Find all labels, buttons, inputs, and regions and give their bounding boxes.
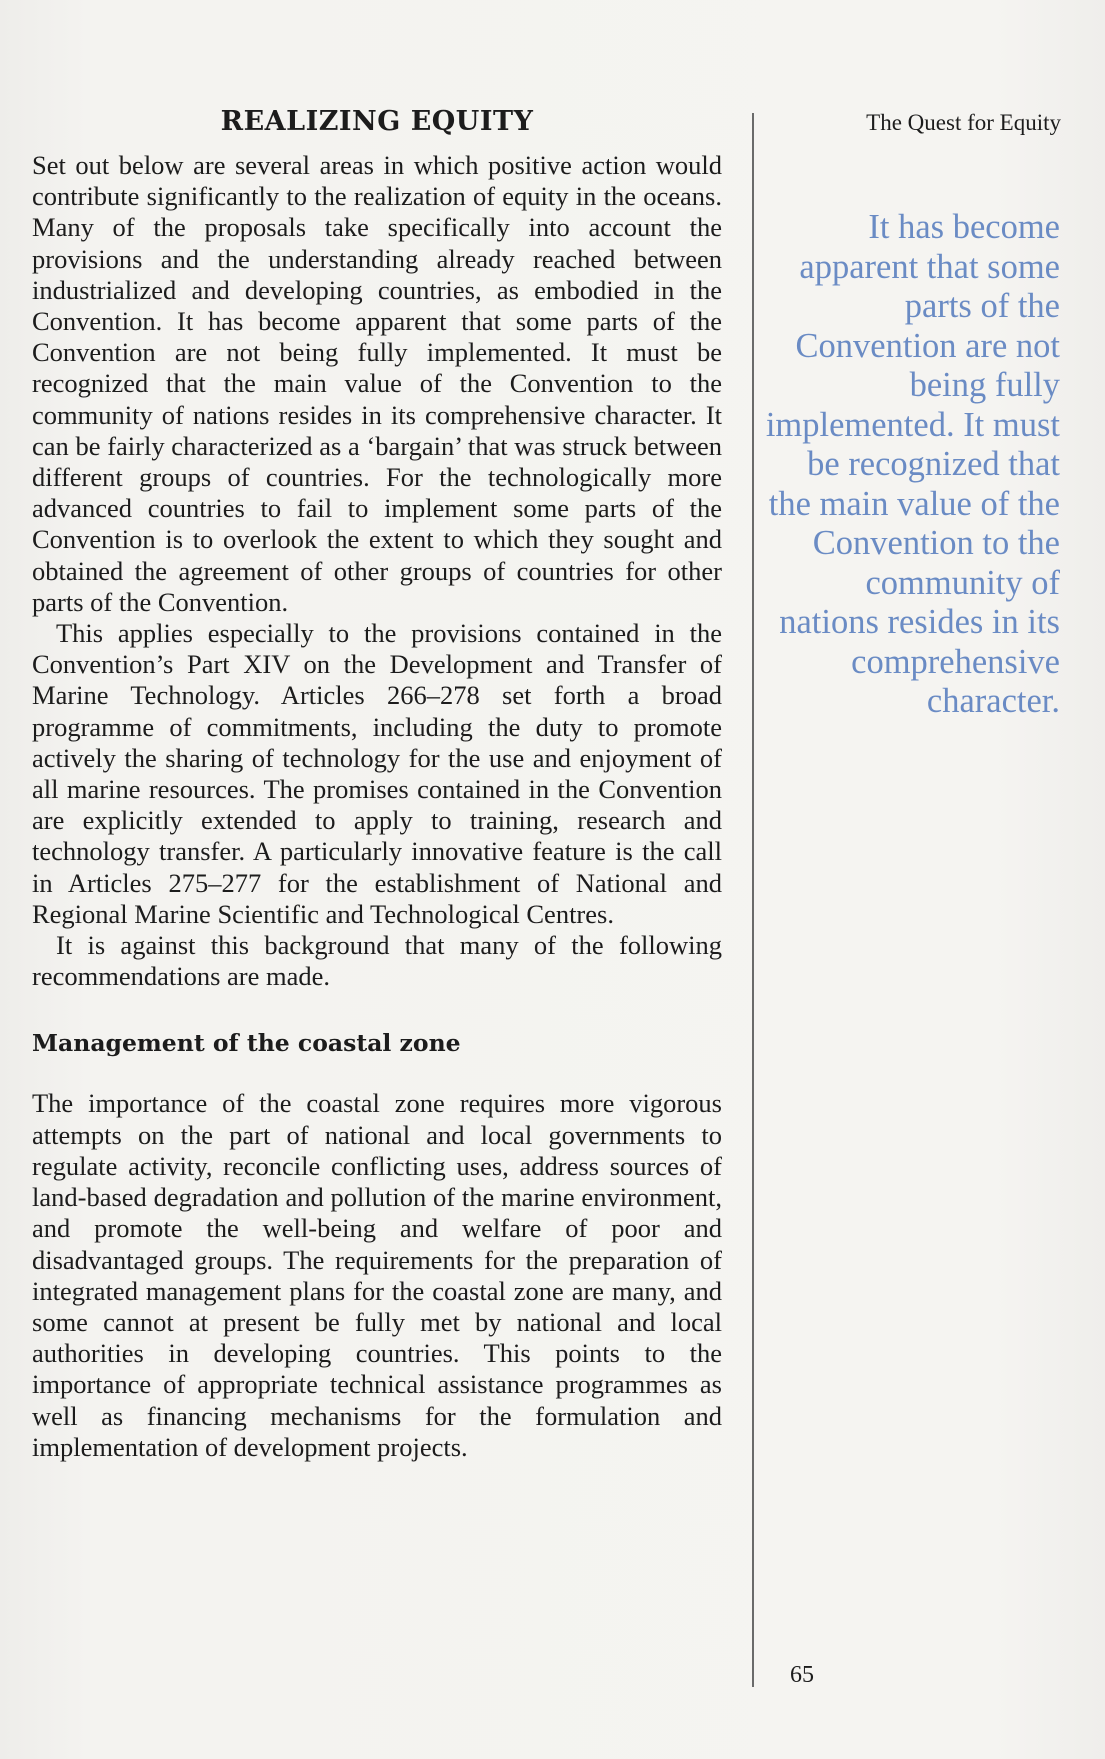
- subsection-heading: Management of the coastal zone: [32, 1029, 461, 1058]
- main-column: [32, 104, 722, 1463]
- body-paragraph: This applies especially to the provisions contained in the Convention’s Part XIV on the Development and Transfer of Marine Technology. Articles 266–278 set forth a broad programme of commitments, including the duty to promote actively the sharing of technology for the use and enjoyment of all marine resources. The promises contained in the Convention are explicitly extended to apply to training, research and technology transfer. A particularly innovative feature is the call in Articles 275–277 for the establishment of National and Regional Marine Scientific and Technological Centres.: [32, 618, 722, 929]
- pull-quote: It has become apparent that some parts of the Convention are not being fully implemented. It must be recognized that the main value of the Convention to the community of nations resides in its comprehensive character.: [765, 208, 1060, 720]
- body-paragraph: It is against this background that many of the following recommendations are made.: [32, 930, 722, 992]
- column-divider: [752, 113, 754, 1687]
- section-title: REALIZING EQUITY: [220, 106, 534, 137]
- body-paragraph: Set out below are several areas in which positive action would contribute significantly to the realization of equity in the oceans. Many of the proposals take specifically into account the provisions and the understanding already reached between industrialized and developing countries, as embodied in the Convention. It has become apparent that some parts of the Convention are not being fully implemented. It must be recognized that the main value of the Convention to the community of nations resides in its comprehensive character. It can be fairly characterized as a ‘bargain’ that was struck between different groups of countries. For the technologically more advanced countries to fail to implement some parts of the Convention is to overlook the extent to which they sought and obtained the agreement of other groups of countries for other parts of the Convention.: [32, 150, 722, 617]
- page-number: 65: [790, 1662, 814, 1688]
- body-paragraph: The importance of the coastal zone requires more vigorous attempts on the part of national and local governments to regulate activity, reconcile conflicting uses, address sources of land-based degradation and pollution of the marine environment, and promote the well-being and welfare of poor and disadvantaged groups. The requirements for the preparation of integrated management plans for the coastal zone are many, and some cannot at present be fully met by national and local authorities in developing countries. This points to the importance of appropriate technical assistance programmes as well as financing mechanisms for the formulation and implementation of development projects.: [32, 1088, 722, 1462]
- running-head: The Quest for Equity: [866, 110, 1061, 135]
